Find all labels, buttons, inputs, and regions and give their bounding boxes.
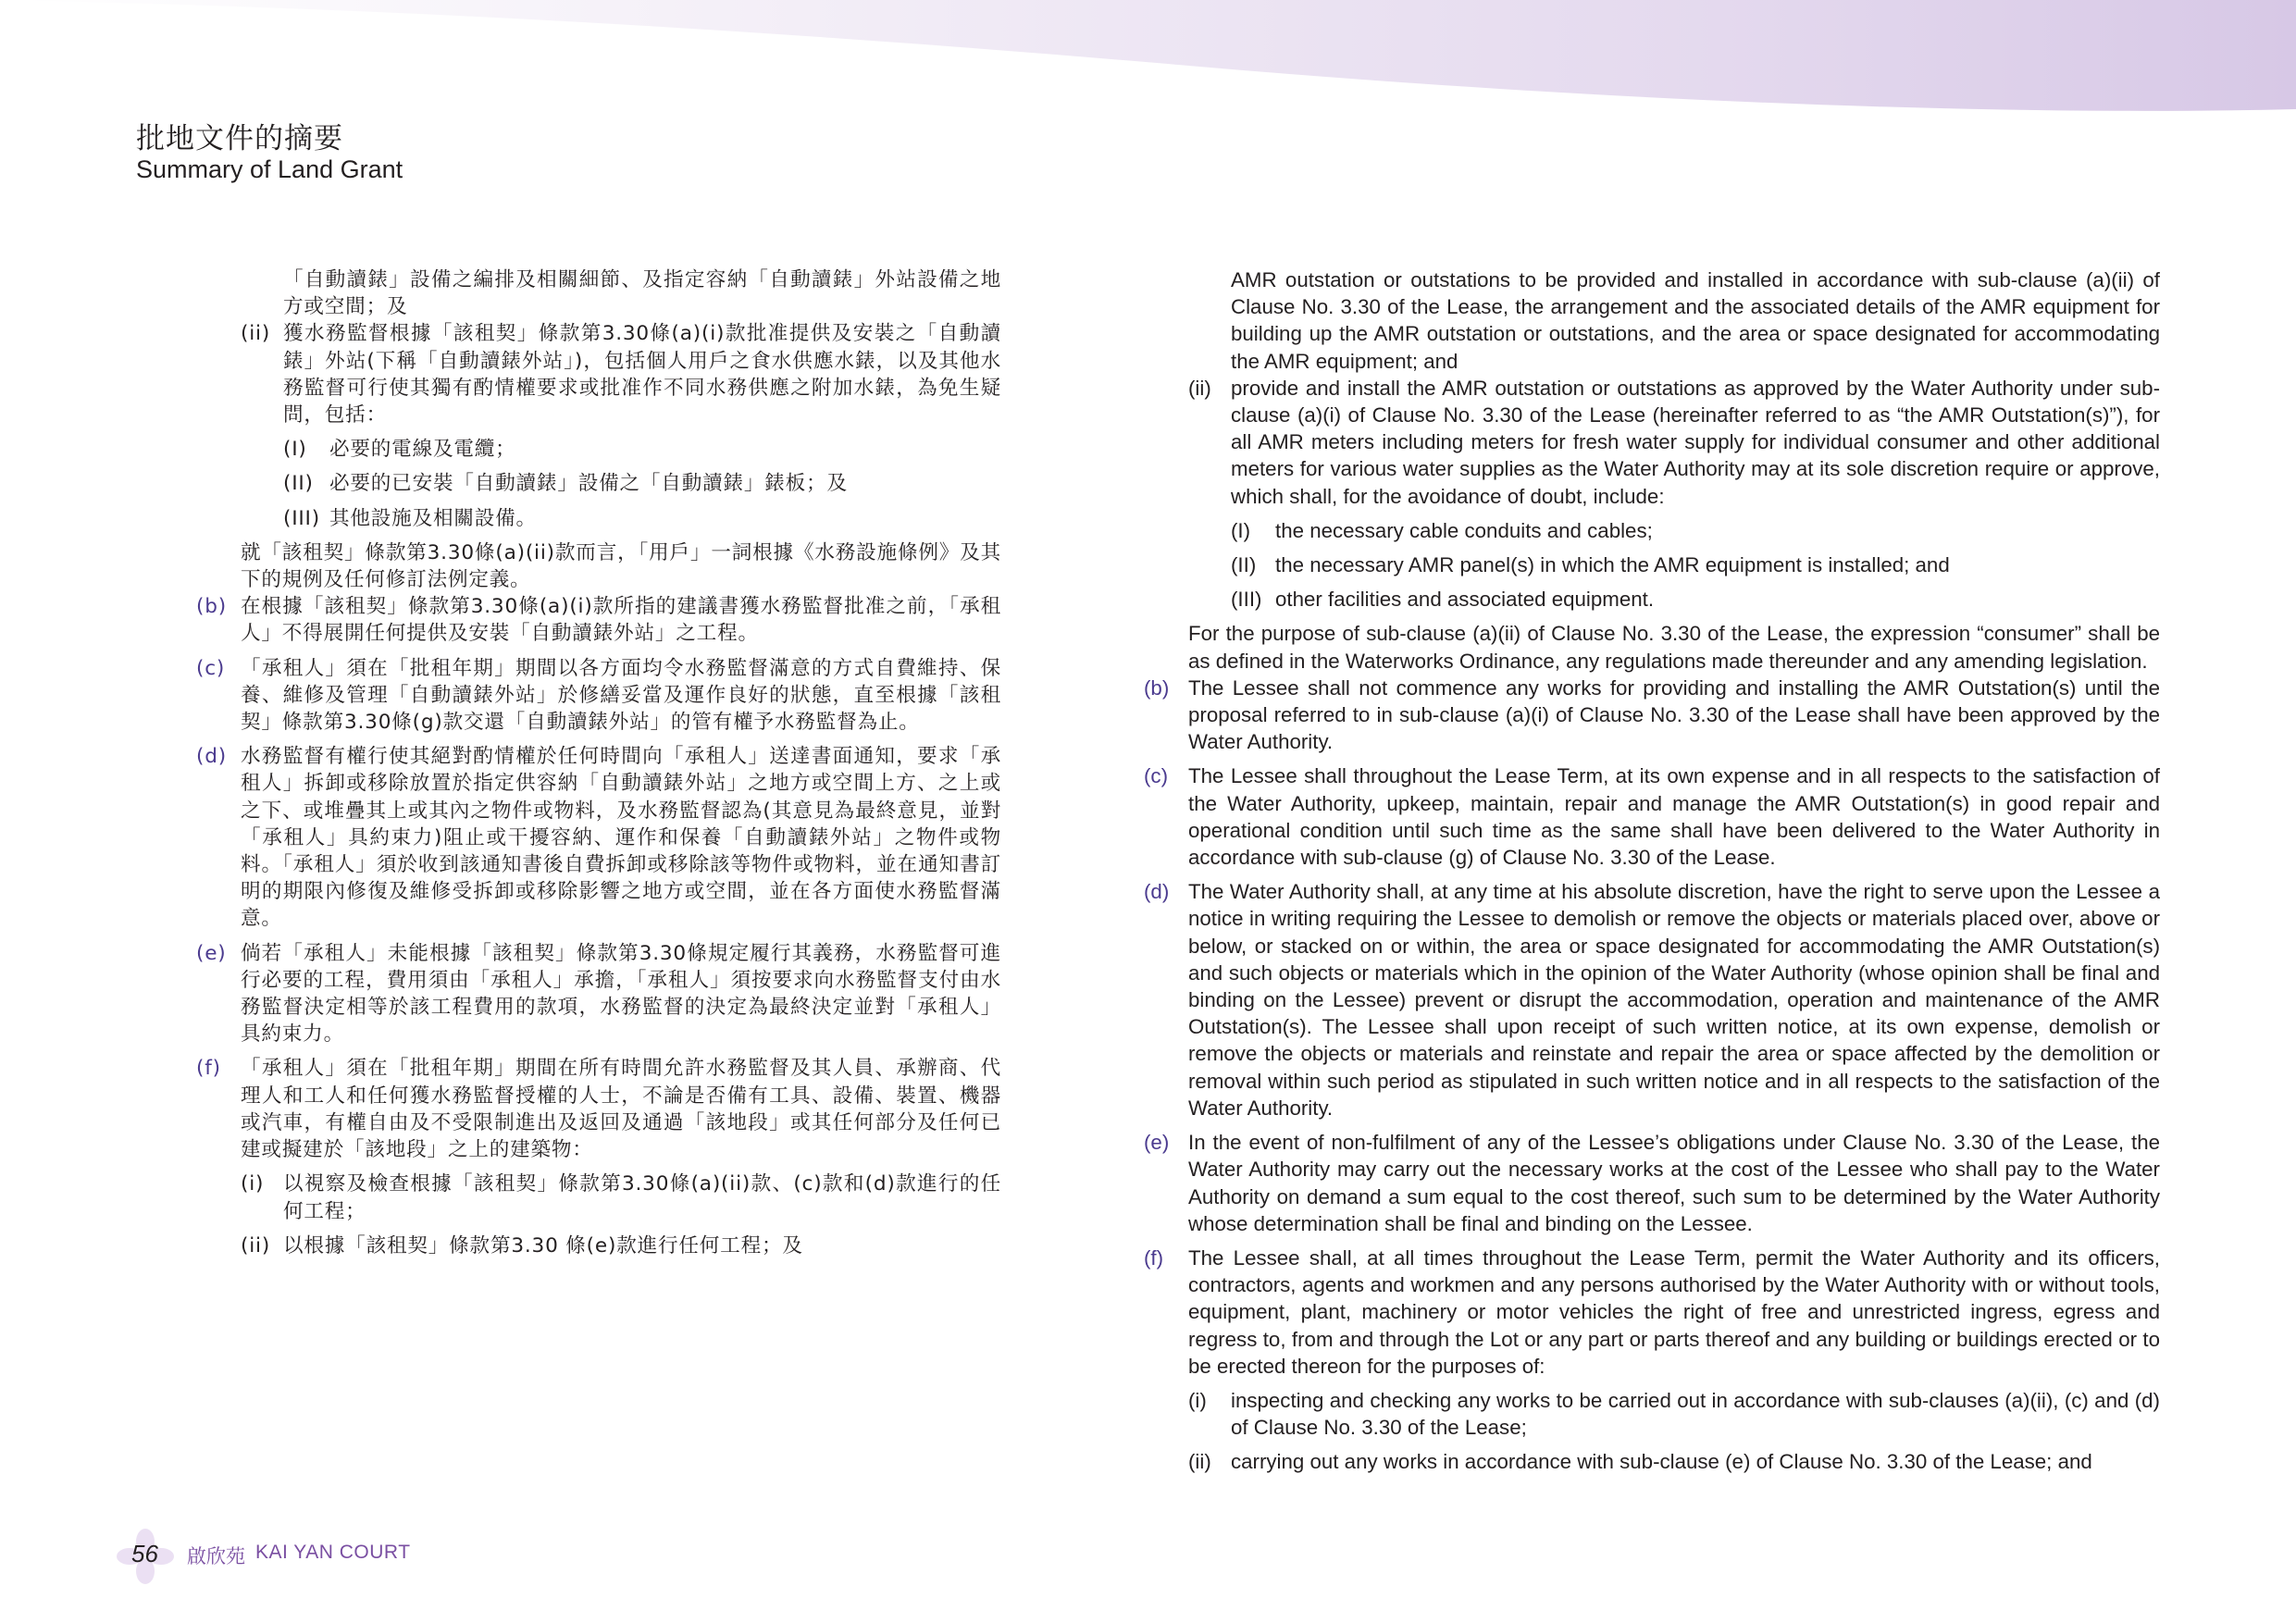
clause-text: 其他設施及相關設備。 <box>329 506 537 530</box>
clause-c <box>1144 762 2160 871</box>
clause-marker: (b) <box>1144 675 1170 700</box>
clause-text: the necessary cable conduits and cables; <box>1275 518 1653 542</box>
chinese-column <box>196 266 1001 1267</box>
clause-marker: (c) <box>1144 764 1168 788</box>
clause-marker: (e) <box>196 941 227 965</box>
clause-text: carrying out any works in accordance with sub-clause (e) of Clause No. 3.30 of the Lease; and <box>1231 1450 2092 1474</box>
clause-text: 以根據「該租契」條款第3.30 條(e)款進行任何工程；及 <box>283 1233 803 1258</box>
page-number: 56 <box>131 1540 158 1567</box>
clause-marker: (f) <box>1144 1245 1164 1270</box>
clause-marker: (III) <box>1231 588 1262 612</box>
page-footer <box>113 1529 483 1580</box>
clause-a-note: 就「該租契」條款第3.30條(a)(ii)款而言，「用戶」一詞根據《水務設施條例》及其下的規例及任何修訂法例定義。 <box>241 540 1001 592</box>
clause-marker: (III) <box>283 506 320 530</box>
clause-text: 「承租人」須在「批租年期」期間以各方面均令水務監督滿意的方式自費維持、保養、維修及管理「自動讀錶外站」於修繕妥當及運作良好的狀態，直至根據「該租契」條款第3.30條(g)款交還「自動讀錶外站」的管有權予水務監督為止。 <box>241 656 1001 735</box>
lead-paragraph: 「自動讀錶」設備之編排及相關細節、及指定容納「自動讀錶」外站設備之地方或空間；及 <box>283 268 1001 319</box>
page-title-zh: 批地文件的摘要 <box>136 122 343 155</box>
clause-f-i <box>1188 1387 2160 1441</box>
clause-text: 必要的已安裝「自動讀錶」設備之「自動讀錶」錶板；及 <box>329 472 848 496</box>
clause-text: 水務監督有權行使其絕對酌情權於任何時間向「承租人」送達書面通知，要求「承租人」拆卸或移除放置於指定供容納「自動讀錶外站」之地方或空間上方、之上或之下、或堆疊其上或其內之物件或物料，及水務監督認為(其意見為最終意見，並對「承租人」具約束力)阻止或干擾容納、運作和保養「自動讀錶外站」之物件或物料。「承租人」須於收到該通知書後自費拆卸或移除該等物件或物料，並在通知書訂明的期限內修復及維修受拆卸或移除影響之地方或空間，並在各方面使水務監督滿意。 <box>241 745 1001 931</box>
clause-marker: (i) <box>1188 1388 1207 1412</box>
clause-a-ii-III <box>1231 586 2160 613</box>
clause-text: 「承租人」須在「批租年期」期間在所有時間允許水務監督及其人員、承辦商、代理人和工人和任何獲水務監督授權的人士，不論是否備有工具、設備、裝置、機器或汽車，有權自由及不受限制進出及返回及通過「該地段」或其任何部分及任何已建或擬建於「該地段」之上的建築物： <box>241 1057 1001 1162</box>
clause-text: The Lessee shall not commence any works for providing and installing the AMR Outstation(s) until the proposal referred to in sub-clause (a)(i) of Clause No. 3.30 of the Lease shall have been approved by the Water Authority. <box>1188 675 2160 754</box>
clause-d <box>1144 878 2160 1121</box>
clause-a-ii-II <box>283 470 1001 497</box>
clause-marker: (ii) <box>241 1233 271 1258</box>
clause-f-ii <box>1188 1448 2160 1475</box>
clause-c <box>196 655 1001 737</box>
clause-marker: (d) <box>196 745 227 769</box>
english-column <box>1144 266 2160 1483</box>
clause-b <box>1144 675 2160 756</box>
clause-marker: (c) <box>196 656 226 680</box>
clause-f-ii <box>241 1233 1001 1259</box>
clause-text: The Water Authority shall, at any time at his absolute discretion, have the right to serve upon the Lessee a notice in writing requiring the Lessee to demolish or remove the objects or materials placed over, above or below, or stacked on or within, the area or space designated for accommodating the AMR Outstation(s) and such objects or materials which in the opinion of the Water Authority (whose opinion shall be final and binding on the Lessee) prevent or disrupt the accommodation, operation and maintenance of the AMR Outstation(s). The Lessee shall upon receipt of such written notice, at its own expense, demolish or remove the objects or materials and reinstate and repair the area or space affected by the demolition or removal within such period as stipulated in such written notice and in all respects to the satisfaction of the Water Authority. <box>1188 880 2160 1120</box>
clause-marker: (ii) <box>1188 376 1211 400</box>
clause-text: 倘若「承租人」未能根據「該租契」條款第3.30條規定履行其義務，水務監督可進行必要的工程，費用須由「承租人」承擔，「承租人」須按要求向水務監督支付由水務監督決定相等於該工程費用的款項，水務監督的決定為最終決定並對「承租人」具約束力。 <box>241 941 1001 1047</box>
clause-text: 在根據「該租契」條款第3.30條(a)(i)款所指的建議書獲水務監督批准之前，「承租人」不得展開任何提供及安裝「自動讀錶外站」之工程。 <box>241 595 1001 646</box>
clause-text: other facilities and associated equipment. <box>1275 588 1655 612</box>
clause-marker: (ii) <box>1188 1450 1211 1474</box>
clause-f <box>1144 1245 2160 1380</box>
clause-e <box>196 940 1001 1048</box>
clause-a-ii-II <box>1231 551 2160 578</box>
clause-a-note: For the purpose of sub-clause (a)(ii) of Clause No. 3.30 of the Lease, the expression “consumer” shall be as defined in the Waterworks Ordinance, any regulations made thereunder and any amending legislation. <box>1188 622 2160 673</box>
estate-name-en: KAI YAN COURT <box>255 1542 411 1563</box>
clause-marker: (i) <box>241 1172 265 1196</box>
clause-marker: (II) <box>1231 553 1257 577</box>
clause-a-ii-III <box>283 505 1001 532</box>
clause-marker: (ii) <box>241 322 271 346</box>
clause-marker: (I) <box>283 438 307 462</box>
clause-d <box>196 743 1001 932</box>
clause-text: 以視察及檢查根據「該租契」條款第3.30條(a)(ii)款、(c)款和(d)款進行的任何工程； <box>283 1172 1001 1223</box>
clause-text: 必要的電線及電纜； <box>329 438 516 462</box>
clause-text: the necessary AMR panel(s) in which the AMR equipment is installed; and <box>1275 553 1950 577</box>
page-title-en: Summary of Land Grant <box>136 155 403 183</box>
clause-marker: (II) <box>283 472 314 496</box>
clause-text: The Lessee shall, at all times throughout the Lease Term, permit the Water Authority and its officers, contractors, agents and workmen and any persons authorised by the Water Authority with or without tools, equipment, plant, machinery or motor vehicles the right of free and unrestricted ingress, egress and regress to, from and through the Lot or any part or parts thereof and any building or buildings erected or to be erected thereon for the purposes of: <box>1188 1245 2160 1378</box>
clause-e <box>1144 1129 2160 1237</box>
clause-text: The Lessee shall throughout the Lease Term, at its own expense and in all respects to the satisfaction of the Water Authority, upkeep, maintain, repair and manage the AMR Outstation(s) in good repair and operational condition until such time as the same shall have been delivered to the Water Authority in accordance with sub-clause (g) of Clause No. 3.30 of the Lease. <box>1188 764 2160 870</box>
estate-name-zh: 啟欣苑 <box>187 1545 245 1567</box>
clause-marker: (f) <box>196 1057 221 1081</box>
clause-marker: (I) <box>1231 518 1251 542</box>
clause-a-ii-I <box>1231 517 2160 544</box>
decorative-banner <box>0 0 2296 130</box>
clause-f-i <box>241 1171 1001 1224</box>
clause-text: provide and install the AMR outstation or outstations as approved by the Water Authority under sub-clause (a)(i) of Clause No. 3.30 of the Lease (hereinafter referred to as “the AMR Outstation(s)”), for all AMR meters including meters for fresh water supply for individual consumer and other additional meters for various water supplies as the Water Authority may at its sole discretion require or approve, which shall, for the avoidance of doubt, include: <box>1231 376 2160 508</box>
clause-a-ii-I <box>283 436 1001 463</box>
clause-a-ii <box>196 320 1001 428</box>
clause-text: inspecting and checking any works to be carried out in accordance with sub-clauses (a)(ii), (c) and (d) of Clause No. 3.30 of the Lease; <box>1231 1388 2160 1440</box>
clause-f <box>196 1055 1001 1163</box>
clause-marker: (e) <box>1144 1131 1170 1155</box>
lead-paragraph: AMR outstation or outstations to be provided and installed in accordance with sub-clause (a)(ii) of Clause No. 3.30 of the Lease, the arrangement and the associated details of the AMR equipment for building up the AMR outstation or outstations, and the area or space designated for accommodating the AMR equipment; and <box>1231 268 2160 373</box>
clause-text: 獲水務監督根據「該租契」條款第3.30條(a)(i)款批准提供及安裝之「自動讀錶」外站(下稱「自動讀錶外站」)，包括個人用戶之食水供應水錶，以及其他水務監督可行使其獨有酌情權要求或批准作不同水務供應之附加水錶，為免生疑問，包括： <box>283 322 1001 427</box>
clause-text: In the event of non-fulfilment of any of the Lessee’s obligations under Clause No. 3.30 of the Lease, the Water Authority may carry out the necessary works at the cost of the Lessee who shall pay to the Water Authority on demand a sum equal to the cost thereof, such sum to be determined by the Water Authority whose determination shall be final and binding on the Lessee. <box>1188 1131 2160 1235</box>
clause-b <box>196 593 1001 647</box>
clause-a-ii <box>1188 375 2160 510</box>
clause-marker: (d) <box>1144 880 1170 904</box>
clause-marker: (b) <box>196 595 227 619</box>
